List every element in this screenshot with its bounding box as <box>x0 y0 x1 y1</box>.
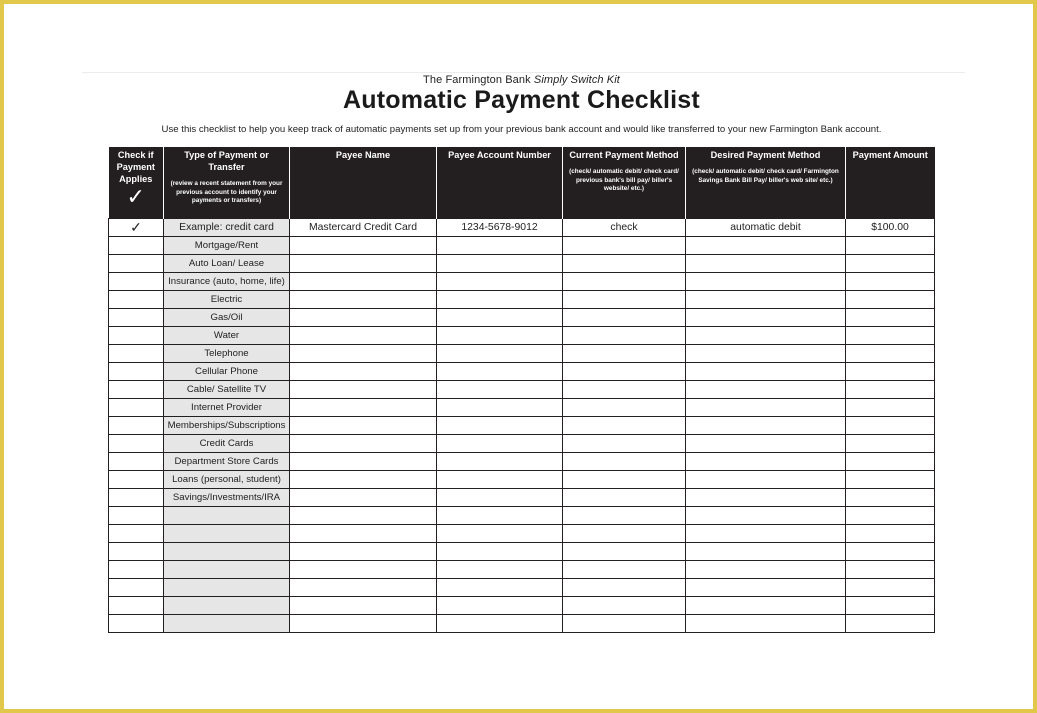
intro-text: Use this checklist to help you keep track of automatic payments set up from your previous bank account and would like transferred to your new Farmington Bank account. <box>161 124 882 135</box>
type-cell <box>164 524 290 542</box>
desired-method-cell[interactable] <box>686 362 846 380</box>
type-cell: Cable/ Satellite TV <box>164 380 290 398</box>
example-current-cell[interactable]: check <box>563 218 686 236</box>
type-cell: Insurance (auto, home, life) <box>164 272 290 290</box>
table-row <box>109 398 935 416</box>
table-row <box>109 254 935 272</box>
desired-method-cell[interactable] <box>686 560 846 578</box>
payee-cell[interactable] <box>290 524 437 542</box>
account-cell[interactable] <box>437 380 563 398</box>
table-row <box>109 614 935 632</box>
account-cell[interactable] <box>437 236 563 254</box>
type-cell <box>164 596 290 614</box>
table-row <box>109 362 935 380</box>
col-amount-label: Payment Amount <box>852 150 928 160</box>
table-row <box>109 542 935 560</box>
col-amount-header <box>846 147 935 218</box>
current-method-cell[interactable] <box>563 470 686 488</box>
amount-cell[interactable] <box>846 524 935 542</box>
check-cell[interactable] <box>109 506 164 524</box>
type-cell: Mortgage/Rent <box>164 236 290 254</box>
account-cell[interactable] <box>437 578 563 596</box>
payee-cell[interactable] <box>290 578 437 596</box>
current-method-cell[interactable] <box>563 380 686 398</box>
desired-method-cell[interactable] <box>686 452 846 470</box>
table-row <box>109 452 935 470</box>
table-row <box>109 290 935 308</box>
amount-cell[interactable] <box>846 398 935 416</box>
check-cell[interactable] <box>109 578 164 596</box>
current-method-cell[interactable] <box>563 542 686 560</box>
current-method-cell[interactable] <box>563 488 686 506</box>
amount-cell[interactable] <box>846 326 935 344</box>
type-cell <box>164 542 290 560</box>
amount-cell[interactable] <box>846 308 935 326</box>
example-amount-cell[interactable]: $100.00 <box>846 218 935 236</box>
payee-cell[interactable] <box>290 416 437 434</box>
checkmark-icon: ✓ <box>130 218 142 235</box>
payee-cell[interactable] <box>290 380 437 398</box>
example-row <box>109 218 935 236</box>
desired-method-cell[interactable] <box>686 380 846 398</box>
col-desired-sub: (check/ automatic debit/ check card/ Farmington Savings Bank Bill Pay/ biller's web site/ etc.) <box>692 168 839 184</box>
page-title: Automatic Payment Checklist <box>343 86 700 114</box>
table-row <box>109 434 935 452</box>
check-cell[interactable] <box>109 560 164 578</box>
col-current-header <box>563 147 686 218</box>
amount-cell[interactable] <box>846 506 935 524</box>
current-method-cell[interactable] <box>563 326 686 344</box>
current-method-cell[interactable] <box>563 596 686 614</box>
col-type-label: Type of Payment or Transfer <box>184 150 269 172</box>
desired-method-cell[interactable] <box>686 308 846 326</box>
payee-cell[interactable] <box>290 452 437 470</box>
current-method-cell[interactable] <box>563 236 686 254</box>
account-cell[interactable] <box>437 452 563 470</box>
type-cell: Water <box>164 326 290 344</box>
desired-method-cell[interactable] <box>686 398 846 416</box>
check-cell[interactable] <box>109 236 164 254</box>
type-cell: Loans (personal, student) <box>164 470 290 488</box>
check-cell[interactable] <box>109 614 164 632</box>
payee-cell[interactable] <box>290 488 437 506</box>
current-method-cell[interactable] <box>563 362 686 380</box>
check-cell[interactable] <box>109 254 164 272</box>
table-row <box>109 308 935 326</box>
payee-cell[interactable] <box>290 308 437 326</box>
account-cell[interactable] <box>437 470 563 488</box>
current-method-cell[interactable] <box>563 272 686 290</box>
col-account-header <box>437 147 563 218</box>
desired-method-cell[interactable] <box>686 236 846 254</box>
payee-cell[interactable] <box>290 434 437 452</box>
desired-method-cell[interactable] <box>686 290 846 308</box>
account-cell[interactable] <box>437 272 563 290</box>
amount-cell[interactable] <box>846 488 935 506</box>
amount-cell[interactable] <box>846 542 935 560</box>
payee-cell[interactable] <box>290 362 437 380</box>
payee-cell[interactable] <box>290 290 437 308</box>
table-row <box>109 560 935 578</box>
amount-cell[interactable] <box>846 614 935 632</box>
header-row <box>109 147 935 218</box>
desired-method-cell[interactable] <box>686 470 846 488</box>
check-cell[interactable] <box>109 380 164 398</box>
payee-cell[interactable] <box>290 272 437 290</box>
amount-cell[interactable] <box>846 362 935 380</box>
table-row <box>109 416 935 434</box>
check-cell[interactable] <box>109 398 164 416</box>
amount-cell[interactable] <box>846 416 935 434</box>
check-cell[interactable] <box>109 488 164 506</box>
desired-method-cell[interactable] <box>686 344 846 362</box>
check-cell[interactable] <box>109 416 164 434</box>
check-cell[interactable] <box>109 596 164 614</box>
current-method-cell[interactable] <box>563 434 686 452</box>
check-cell[interactable] <box>109 344 164 362</box>
amount-cell[interactable] <box>846 596 935 614</box>
table-row <box>109 506 935 524</box>
col-current-sub: (check/ automatic debit/ check card/ previous bank's bill pay/ biller's website/ etc.) <box>569 168 679 192</box>
type-cell: Memberships/Subscriptions <box>164 416 290 434</box>
col-payee-label: Payee Name <box>335 150 391 160</box>
account-cell[interactable] <box>437 560 563 578</box>
payee-cell[interactable] <box>290 254 437 272</box>
check-cell[interactable] <box>109 308 164 326</box>
payee-cell[interactable] <box>290 506 437 524</box>
kit-prefix: The Farmington Bank <box>423 74 534 86</box>
current-method-cell[interactable] <box>563 416 686 434</box>
current-method-cell[interactable] <box>563 398 686 416</box>
type-cell: Auto Loan/ Lease <box>164 254 290 272</box>
check-cell[interactable] <box>109 272 164 290</box>
desired-method-cell[interactable] <box>686 578 846 596</box>
account-cell[interactable] <box>437 344 563 362</box>
table-row <box>109 272 935 290</box>
type-cell: Telephone <box>164 344 290 362</box>
type-cell: Department Store Cards <box>164 452 290 470</box>
amount-cell[interactable] <box>846 272 935 290</box>
table-row <box>109 236 935 254</box>
example-account-cell[interactable]: 1234-5678-9012 <box>437 218 563 236</box>
payee-cell[interactable] <box>290 326 437 344</box>
current-method-cell[interactable] <box>563 578 686 596</box>
check-cell[interactable] <box>109 362 164 380</box>
amount-cell[interactable] <box>846 578 935 596</box>
desired-method-cell[interactable] <box>686 326 846 344</box>
desired-method-cell[interactable] <box>686 524 846 542</box>
account-cell[interactable] <box>437 416 563 434</box>
type-cell: Internet Provider <box>164 398 290 416</box>
desired-method-cell[interactable] <box>686 506 846 524</box>
current-method-cell[interactable] <box>563 524 686 542</box>
example-desired-cell[interactable]: automatic debit <box>686 218 846 236</box>
col-current-label: Current Payment Method <box>569 150 679 160</box>
amount-cell[interactable] <box>846 470 935 488</box>
account-cell[interactable] <box>437 506 563 524</box>
type-cell: Credit Cards <box>164 434 290 452</box>
example-payee-cell[interactable]: Mastercard Credit Card <box>290 218 437 236</box>
amount-cell[interactable] <box>846 254 935 272</box>
account-cell[interactable] <box>437 596 563 614</box>
desired-method-cell[interactable] <box>686 254 846 272</box>
col-type-sub: (review a recent statement from your previous account to identify your payments or transfers) <box>170 180 283 204</box>
account-cell[interactable] <box>437 524 563 542</box>
account-cell[interactable] <box>437 362 563 380</box>
desired-method-cell[interactable] <box>686 272 846 290</box>
type-cell <box>164 578 290 596</box>
col-account-label: Payee Account Number <box>448 150 551 160</box>
account-cell[interactable] <box>437 290 563 308</box>
current-method-cell[interactable] <box>563 506 686 524</box>
check-cell[interactable] <box>109 290 164 308</box>
account-cell[interactable] <box>437 614 563 632</box>
amount-cell[interactable] <box>846 380 935 398</box>
type-cell <box>164 560 290 578</box>
type-cell: Savings/Investments/IRA <box>164 488 290 506</box>
payee-cell[interactable] <box>290 560 437 578</box>
payee-cell[interactable] <box>290 542 437 560</box>
amount-cell[interactable] <box>846 452 935 470</box>
account-cell[interactable] <box>437 488 563 506</box>
amount-cell[interactable] <box>846 290 935 308</box>
account-cell[interactable] <box>437 326 563 344</box>
kit-line <box>0 74 1037 86</box>
check-cell[interactable] <box>109 434 164 452</box>
check-cell[interactable] <box>109 524 164 542</box>
current-method-cell[interactable] <box>563 344 686 362</box>
type-cell: Electric <box>164 290 290 308</box>
table-row <box>109 380 935 398</box>
table-row <box>109 596 935 614</box>
account-cell[interactable] <box>437 308 563 326</box>
desired-method-cell[interactable] <box>686 416 846 434</box>
table-row <box>109 326 935 344</box>
col-type-header <box>164 147 290 218</box>
col-payee-header <box>290 147 437 218</box>
check-cell[interactable] <box>109 452 164 470</box>
type-cell <box>164 506 290 524</box>
col-desired-header <box>686 147 846 218</box>
kit-name: Simply Switch Kit <box>533 74 620 86</box>
desired-method-cell[interactable] <box>686 488 846 506</box>
check-cell[interactable] <box>109 326 164 344</box>
table-row <box>109 344 935 362</box>
example-type-cell: Example: credit card <box>164 218 290 236</box>
account-cell[interactable] <box>437 434 563 452</box>
col-desired-label: Desired Payment Method <box>710 150 821 160</box>
current-method-cell[interactable] <box>563 254 686 272</box>
example-check-cell[interactable] <box>109 218 164 236</box>
type-cell <box>164 614 290 632</box>
amount-cell[interactable] <box>846 434 935 452</box>
desired-method-cell[interactable] <box>686 434 846 452</box>
type-cell: Gas/Oil <box>164 308 290 326</box>
current-method-cell[interactable] <box>563 614 686 632</box>
col-check-header <box>109 147 164 218</box>
desired-method-cell[interactable] <box>686 614 846 632</box>
type-cell: Cellular Phone <box>164 362 290 380</box>
table-row <box>109 524 935 542</box>
amount-cell[interactable] <box>846 560 935 578</box>
checkmark-icon: ✓ <box>126 184 145 209</box>
table-row <box>109 488 935 506</box>
current-method-cell[interactable] <box>563 560 686 578</box>
top-rule <box>82 72 965 73</box>
payee-cell[interactable] <box>290 236 437 254</box>
payee-cell[interactable] <box>290 344 437 362</box>
check-cell[interactable] <box>109 470 164 488</box>
current-method-cell[interactable] <box>563 290 686 308</box>
current-method-cell[interactable] <box>563 452 686 470</box>
desired-method-cell[interactable] <box>686 542 846 560</box>
amount-cell[interactable] <box>846 236 935 254</box>
check-cell[interactable] <box>109 542 164 560</box>
account-cell[interactable] <box>437 254 563 272</box>
desired-method-cell[interactable] <box>686 596 846 614</box>
amount-cell[interactable] <box>846 344 935 362</box>
col-check-label: Check if Payment Applies <box>116 150 155 184</box>
payee-cell[interactable] <box>290 596 437 614</box>
payee-cell[interactable] <box>290 470 437 488</box>
current-method-cell[interactable] <box>563 308 686 326</box>
account-cell[interactable] <box>437 542 563 560</box>
table-row <box>109 578 935 596</box>
payee-cell[interactable] <box>290 614 437 632</box>
account-cell[interactable] <box>437 398 563 416</box>
payee-cell[interactable] <box>290 398 437 416</box>
checklist-table <box>108 147 935 633</box>
table-row <box>109 470 935 488</box>
